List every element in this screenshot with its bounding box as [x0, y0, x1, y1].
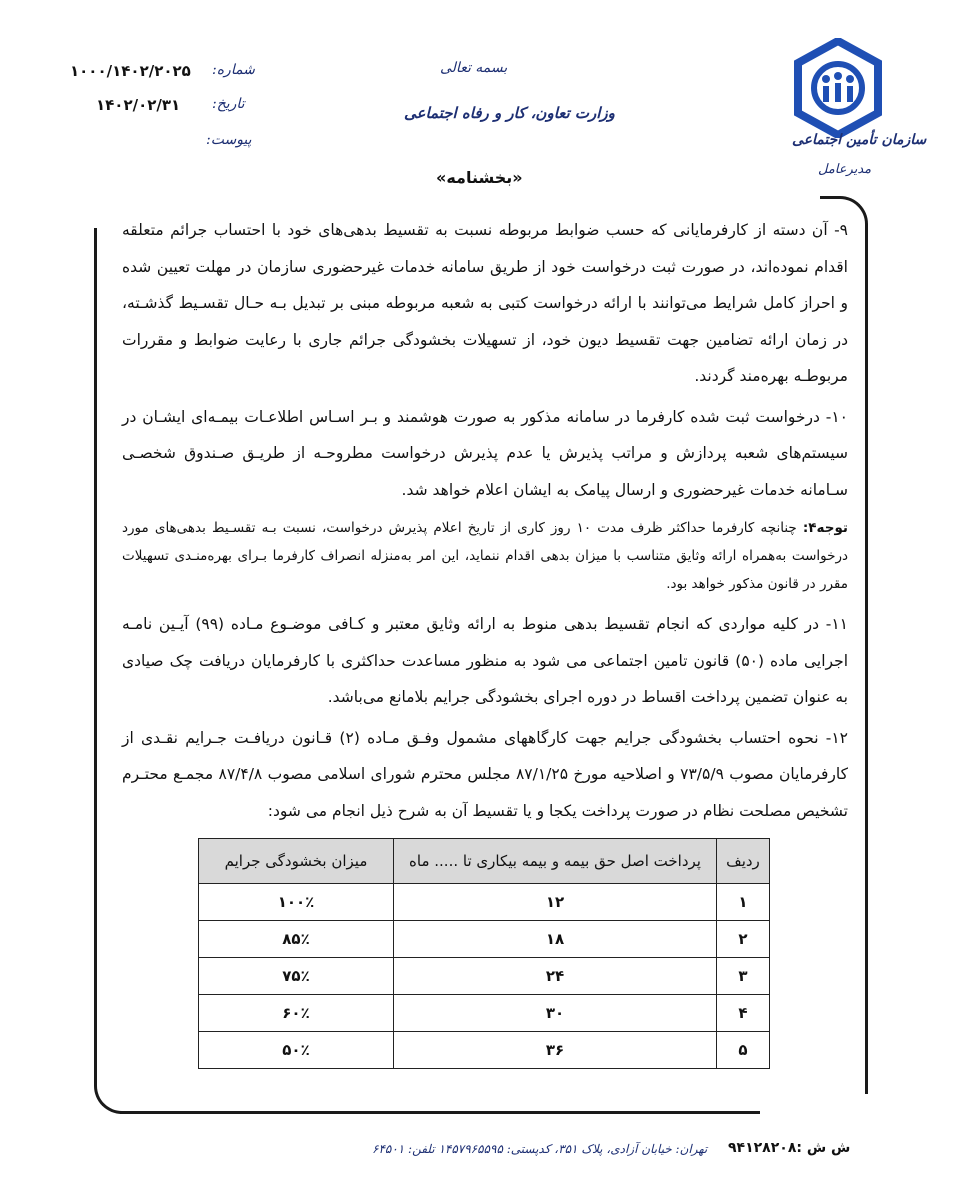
header-row-number: ردیف	[717, 839, 770, 884]
letter-number-label: شماره:	[212, 62, 255, 78]
paragraph-9: ۹- آن دسته از کارفرمایانی که حسب ضوابط مربوطه نسبت به تقسیط بدهی‌های خود با احتساب جرائم متعلقه اقدام نموده‌اند، در صورت ثبت درخواست خود از طریق سامانه خدمات غیرحضوری سازمان در مهلت تعیین شده و احراز کامل شرایط می‌توانند با ارائه درخواست کتبی به شعبه مربوطه مبنی بر تبدیل بـه حـال تقسـیط گذشـته، در زمان ارائه تضامین جهت تقسیط دیون خود، از تسهیلات بخشودگی جرائم جاری با رعایت ضوابط و مقررات مربوطـه بهره‌مند گردند.	[122, 221, 848, 385]
cell-row-number: ۴	[717, 995, 770, 1032]
paragraph-10: ۱۰- درخواست ثبت شده کارفرما در سامانه مذکور به صورت هوشمند و بـر اسـاس اطلاعـات بیمـه‌ای ایشـان در سیستم‌های شعبه پردازش و مراتب پذیرش یا عدم پذیرش درخواست مطروحـه از طریـق صـندوق شخصـی سـامانه خدمات غیرحضوری و ارسال پیامک به ایشان اعلام خواهد شد.	[122, 407, 848, 499]
cell-months: ۱۸	[394, 921, 717, 958]
document-body	[122, 212, 848, 833]
letter-date-label: تاریخ:	[212, 96, 245, 112]
cell-row-number: ۲	[717, 921, 770, 958]
header-payment-months: پرداخت اصل حق بیمه و بیمه بیکاری تا ..... ماه	[394, 839, 717, 884]
table-row	[199, 1032, 770, 1069]
header-waiver-percent: میزان بخشودگی جرایم	[199, 839, 394, 884]
table-row	[199, 995, 770, 1032]
note-4-label: توجه۴:	[802, 520, 848, 536]
footer-code: ش ش :۹۴۱۲۸۲۰۸	[728, 1140, 851, 1156]
note-4-text: چنانچه کارفرما حداکثر ظرف مدت ۱۰ روز کاری از تاریخ اعلام پذیرش درخواست، نسبت بـه تقسـیط بدهی‌های مورد درخواست به‌همراه ارائه وثایق متناسب با میزان بدهی اقدام ننماید، این امر به‌منزله انصراف کارفرما بـرای بهره‌منـدی تسهیلات مقرر در قانون مذکور خواهد بود.	[122, 520, 848, 592]
ministry-name: وزارت تعاون، کار و رفاه اجتماعی	[404, 104, 615, 122]
table-header-row	[199, 839, 770, 884]
letter-number-value: ۱۰۰۰/۱۴۰۲/۲۰۲۵	[70, 62, 191, 80]
bismillah: بسمه تعالی	[440, 60, 508, 76]
table-row	[199, 884, 770, 921]
organization-name: سازمان تأمین اجتماعی	[792, 132, 927, 148]
social-security-logo-icon	[788, 38, 888, 138]
letter-attachment-label: پیوست:	[206, 132, 252, 148]
document-title: «بخشنامه»	[436, 168, 523, 187]
table-row	[199, 921, 770, 958]
frame-border-right	[865, 224, 868, 1094]
cell-percent: ۷۵٪	[199, 958, 394, 995]
cell-months: ۲۴	[394, 958, 717, 995]
paragraph-11: ۱۱- در کلیه مواردی که انجام تقسیط بدهی منوط به ارائه وثایق معتبر و کـافی موضـوع مـاده (۹۹) آیـین نامـه اجرایی ماده (۵۰) قانون تامین اجتماعی می شود به منظور مساعدت حداکثری با کارفرمایان دریافت چک صیادی به عنوان تضمین پرداخت اقساط در دوره اجرای بخشودگی جرایم بلامانع می‌باشد.	[122, 615, 848, 706]
cell-row-number: ۱	[717, 884, 770, 921]
cell-percent: ۵۰٪	[199, 1032, 394, 1069]
frame-border-bottom	[120, 1111, 760, 1114]
cell-percent: ۶۰٪	[199, 995, 394, 1032]
table-row	[199, 958, 770, 995]
penalty-waiver-table	[198, 838, 770, 1069]
cell-percent: ۸۵٪	[199, 921, 394, 958]
cell-row-number: ۵	[717, 1032, 770, 1069]
footer-address: تهران: خیابان آزادی، پلاک ۳۵۱، کدپستی: ۱۴۵۷۹۶۵۵۹۵ تلفن: ۶۴۵۰۱	[372, 1142, 708, 1156]
paragraph-12: ۱۲- نحوه احتساب بخشودگی جرایم جهت کارگاههای مشمول وفـق مـاده (۲) قـانون دریافـت جـرایم نقـدی از کارفرمایان مصوب ۷۳/۵/۹ و اصلاحیه مورخ ۸۷/۱/۲۵ مجلس محترم شورای اسلامی مصوب ۸۷/۴/۸ مجمـع محتـرم تشخیص مصلحت نظام در صورت پرداخت یکجا و یا تقسیط آن به شرح ذیل انجام می شود:	[122, 728, 849, 820]
organization-sub-title: مدیرعامل	[818, 162, 872, 177]
note-4	[122, 514, 848, 598]
cell-row-number: ۳	[717, 958, 770, 995]
frame-border-left	[94, 228, 124, 1114]
letter-date-value: ۱۴۰۲/۰۲/۳۱	[96, 96, 181, 114]
cell-months: ۱۲	[394, 884, 717, 921]
cell-months: ۳۰	[394, 995, 717, 1032]
cell-percent: ۱۰۰٪	[199, 884, 394, 921]
cell-months: ۳۶	[394, 1032, 717, 1069]
